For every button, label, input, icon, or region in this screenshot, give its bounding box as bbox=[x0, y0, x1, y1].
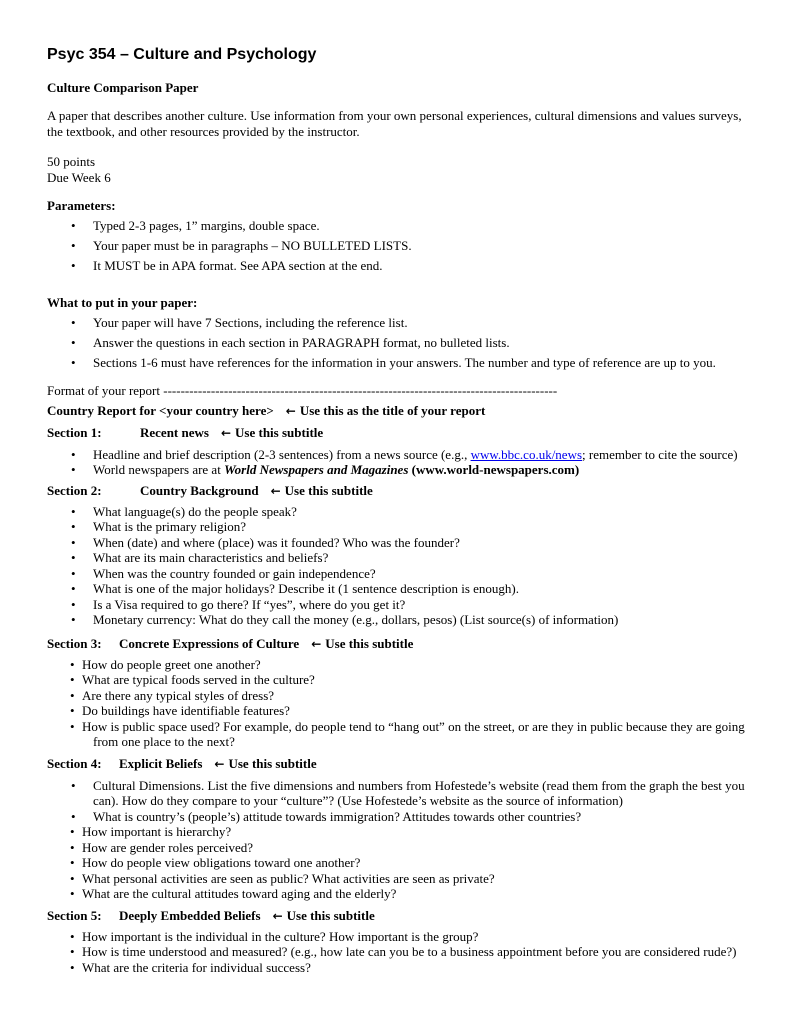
item-text-continued: can). How do they compare to your “culture”? (Use Hofestede’s website as the source of information) bbox=[93, 793, 623, 808]
list-item bbox=[47, 778, 767, 809]
list-item: • Monetary currency: What do they call the money (e.g., dollars, pesos) (List source(s) of information) bbox=[47, 612, 767, 628]
list-item: • Your paper will have 7 Sections, including the reference list. bbox=[47, 315, 767, 331]
list-item: • How do people greet one another? bbox=[47, 657, 767, 673]
list-item bbox=[47, 462, 767, 478]
section-4 bbox=[47, 756, 767, 902]
section-heading bbox=[47, 756, 767, 773]
section-1-list bbox=[47, 447, 767, 478]
list-item: • When (date) and where (place) was it founded? Who was the founder? bbox=[47, 535, 767, 551]
left-arrow-icon: ← bbox=[285, 404, 296, 418]
country-report-title: Country Report for <your country here> bbox=[47, 403, 274, 418]
what-to-put-heading: What to put in your paper: bbox=[47, 295, 198, 310]
list-item: • Answer the questions in each section in PARAGRAPH format, no bulleted lists. bbox=[47, 335, 767, 351]
points-text: 50 points bbox=[47, 154, 96, 169]
format-line: Format of your report ------------------------------------------------------------------------------------------- bbox=[47, 383, 558, 398]
list-item: • Is a Visa required to go there? If “yes”, where do you get it? bbox=[47, 597, 767, 613]
list-item: • Sections 1-6 must have references for the information in your answers. The number and type of reference are up to you. bbox=[47, 355, 767, 371]
list-item: • What are typical foods served in the culture? bbox=[47, 672, 767, 688]
list-item: • When was the country founded or gain independence? bbox=[47, 566, 767, 582]
item-text-continued: from one place to the next? bbox=[93, 734, 235, 749]
parameters-section bbox=[47, 198, 747, 278]
list-item: • What language(s) do the people speak? bbox=[47, 504, 767, 520]
newspapers-title: World Newspapers and Magazines bbox=[224, 462, 409, 477]
left-arrow-icon: ← bbox=[220, 426, 232, 440]
left-arrow-icon: ← bbox=[270, 484, 281, 498]
section-number: Section 5: bbox=[47, 908, 102, 923]
list-item: • What are the criteria for individual success? bbox=[47, 960, 767, 976]
list-item: • Your paper must be in paragraphs – NO BULLETED LISTS. bbox=[47, 238, 747, 254]
list-item: • It MUST be in APA format. See APA section at the end. bbox=[47, 258, 747, 274]
section-note: Use this subtitle bbox=[325, 636, 414, 651]
section-heading bbox=[47, 425, 767, 442]
list-item: • What is one of the major holidays? Describe it (1 sentence description is enough). bbox=[47, 581, 767, 597]
country-report-note: Use this as the title of your report bbox=[299, 403, 486, 418]
section-title: Country Background bbox=[140, 483, 259, 498]
section-note: Use this subtitle bbox=[228, 756, 317, 771]
list-item: • What is the primary religion? bbox=[47, 519, 767, 535]
section-heading bbox=[47, 636, 767, 653]
what-to-put-section bbox=[47, 295, 767, 375]
list-item: • How important is hierarchy? bbox=[47, 824, 767, 840]
section-3-list bbox=[47, 657, 767, 750]
section-number: Section 1: bbox=[47, 425, 102, 440]
list-item: • Typed 2-3 pages, 1” margins, double space. bbox=[47, 218, 747, 234]
section-title: Recent news bbox=[140, 425, 209, 440]
section-note: Use this subtitle bbox=[286, 908, 375, 923]
section-2-list bbox=[47, 504, 767, 628]
list-item: • How do people view obligations toward one another? bbox=[47, 855, 767, 871]
section-heading bbox=[47, 483, 767, 500]
section-note: Use this subtitle bbox=[235, 425, 324, 440]
parameters-list bbox=[47, 218, 747, 274]
list-item bbox=[47, 447, 767, 463]
bbc-news-link[interactable]: www.bbc.co.uk/news bbox=[470, 446, 583, 462]
section-heading bbox=[47, 908, 767, 925]
section-number: Section 4: bbox=[47, 756, 102, 771]
list-item: • How are gender roles perceived? bbox=[47, 840, 767, 856]
list-item: • How important is the individual in the culture? How important is the group? bbox=[47, 929, 767, 945]
item-text: Headline and brief description (2-3 sentences) from a news source (e.g., bbox=[93, 446, 471, 462]
section-title: Deeply Embedded Beliefs bbox=[119, 908, 261, 923]
section-3 bbox=[47, 636, 767, 750]
list-item: • What are the cultural attitudes toward aging and the elderly? bbox=[47, 886, 767, 902]
item-text: World newspapers are at bbox=[93, 462, 225, 477]
list-item: • Do buildings have identifiable features? bbox=[47, 703, 767, 719]
page-title: Psyc 354 – Culture and Psychology bbox=[47, 46, 317, 63]
what-to-put-list bbox=[47, 315, 767, 371]
section-4-list-b bbox=[47, 824, 767, 902]
paper-subtitle: Culture Comparison Paper bbox=[47, 80, 199, 95]
parameters-heading: Parameters: bbox=[47, 198, 116, 213]
item-text: How is public space used? For example, do people tend to “hang out” on the street, or are they in public because they are going bbox=[82, 718, 745, 734]
section-title: Explicit Beliefs bbox=[119, 756, 203, 771]
left-arrow-icon: ← bbox=[272, 909, 283, 923]
list-item: • What are its main characteristics and beliefs? bbox=[47, 550, 767, 566]
list-item: • How is time understood and measured? (e.g., how late can you be to a business appointment before you are considered rude?) bbox=[47, 944, 767, 960]
newspapers-url: (www.world-newspapers.com) bbox=[408, 462, 580, 477]
item-text: Cultural Dimensions. List the five dimensions and numbers from Hofestede’s website (read them from the graph the best you bbox=[93, 777, 745, 793]
list-item: • What is country’s (people’s) attitude towards immigration? Attitudes towards other countries? bbox=[47, 809, 767, 825]
section-5-list bbox=[47, 929, 767, 976]
section-title: Concrete Expressions of Culture bbox=[119, 636, 300, 651]
list-item: • Are there any typical styles of dress? bbox=[47, 688, 767, 704]
section-2 bbox=[47, 483, 767, 628]
left-arrow-icon: ← bbox=[214, 757, 225, 771]
country-report-line bbox=[47, 403, 747, 420]
section-number: Section 2: bbox=[47, 483, 102, 498]
intro-paragraph: A paper that describes another culture. Use information from your own personal experiences, cultural dimensions and values surveys, the textbook, and other resources provided by the instructor. bbox=[47, 108, 742, 139]
list-item: • What personal activities are seen as public? What activities are seen as private? bbox=[47, 871, 767, 887]
left-arrow-icon: ← bbox=[311, 637, 322, 651]
section-1 bbox=[47, 425, 767, 478]
points-block bbox=[47, 154, 747, 185]
section-note: Use this subtitle bbox=[284, 483, 373, 498]
list-item bbox=[47, 719, 767, 750]
section-5 bbox=[47, 908, 767, 975]
item-text: ; remember to cite the source) bbox=[582, 446, 738, 462]
due-text: Due Week 6 bbox=[47, 169, 111, 185]
section-number: Section 3: bbox=[47, 636, 102, 651]
section-4-list-a bbox=[47, 778, 767, 825]
